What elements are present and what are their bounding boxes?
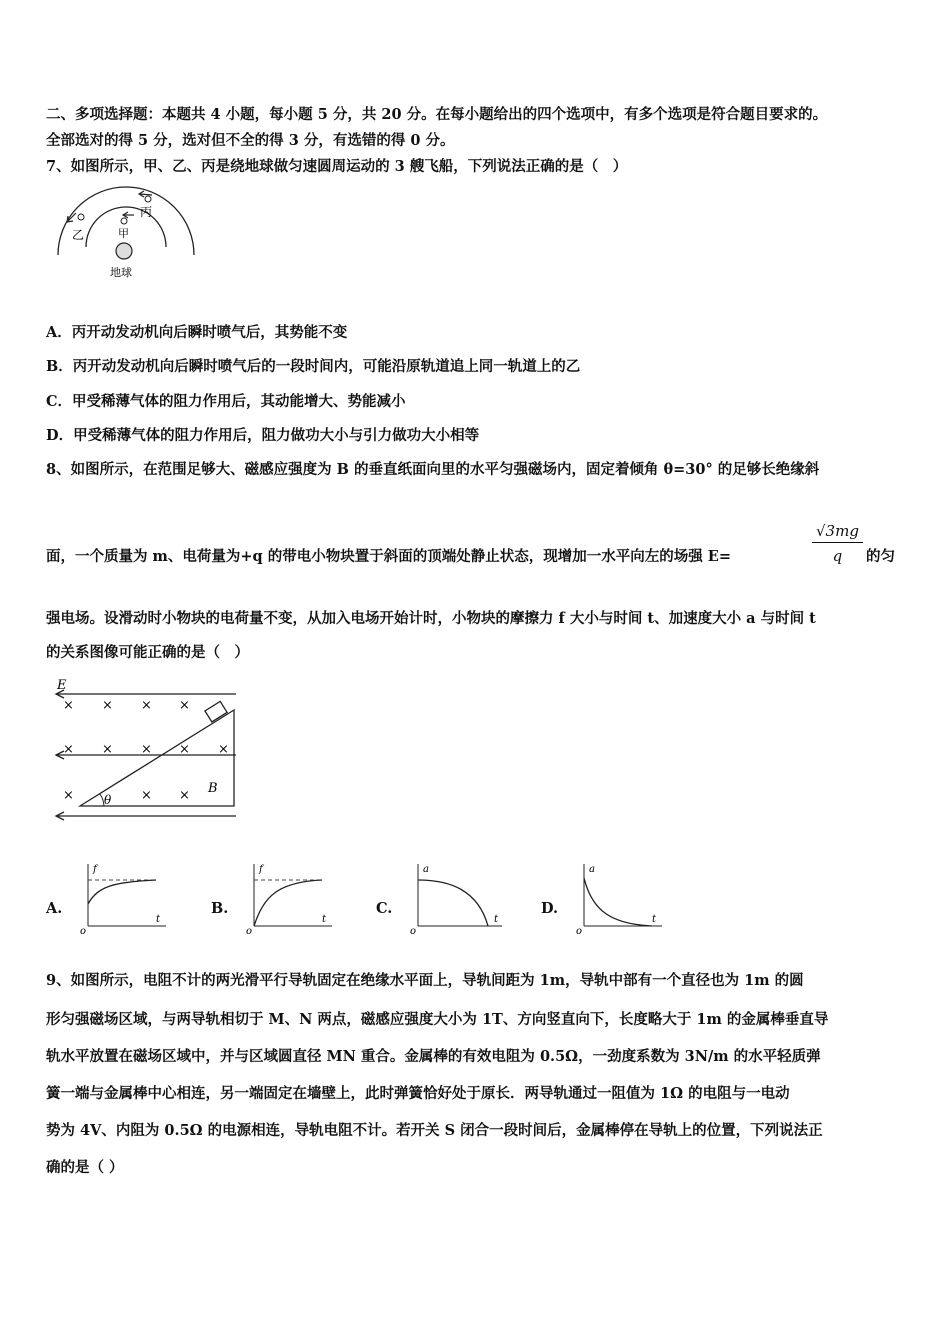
q8-line-4: 的关系图像可能正确的是（ ） <box>46 644 249 661</box>
origin-label: o <box>576 926 583 936</box>
origin-label: o <box>410 926 417 936</box>
curve <box>418 880 488 926</box>
q8-line-2-pre: 面，一个质量为 m、电荷量为+q 的带电小物块置于斜面的顶端处静止状态，现增加一水平向左的场强 E= <box>46 548 731 565</box>
cross: × <box>102 742 113 757</box>
q9-line-5: 势为 4V、内阻为 0.5Ω 的电源相连，导轨电阻不计。若开关 S 闭合一段时间后，金属棒停在导轨上的位置，下列说法正 <box>46 1122 823 1139</box>
cross: × <box>179 698 190 713</box>
curve <box>88 880 156 904</box>
q8-incline-figure <box>46 672 242 832</box>
graph-a-letter[interactable]: A. <box>46 900 63 917</box>
graph-d[interactable] <box>576 860 666 936</box>
q7-option-c[interactable]: C．甲受稀薄气体的阻力作用后，其动能增大、势能减小 <box>46 393 406 410</box>
q7-option-b[interactable]: B．丙开动发动机向后瞬时喷气后的一段时间内，可能沿原轨道追上同一轨道上的乙 <box>46 358 581 375</box>
q9-line-4: 簧一端与金属棒中心相连，另一端固定在墙壁上，此时弹簧恰好处于原长．两导轨通过一阻值为 1Ω 的电阻与一电动 <box>46 1085 790 1102</box>
label-jia: 甲 <box>118 227 129 240</box>
q9-line-2: 形匀强磁场区域，与两导轨相切于 M、N 两点，磁感应强度大小为 1T、方向竖直向下，长度略大于 1m 的金属棒垂直导 <box>46 1011 829 1028</box>
satellite-jia <box>121 218 127 224</box>
y-label: f <box>93 864 97 875</box>
x-label: t <box>322 914 327 925</box>
q8-line-2-post: 的匀 <box>866 548 895 565</box>
block <box>205 701 227 722</box>
q8-line-2 <box>46 545 731 566</box>
cross: × <box>63 742 74 757</box>
satellite-yi <box>78 214 84 220</box>
graph-a[interactable] <box>80 860 170 936</box>
satellite-bing <box>145 196 151 202</box>
graph-c-letter[interactable]: C. <box>376 900 393 917</box>
q8-line-3: 强电场。设滑动时小物块的电荷量不变，从加入电场开始计时，小物块的摩擦力 f 大小与时间 t、加速度大小 a 与时间 t <box>46 610 816 627</box>
cross: × <box>63 698 74 713</box>
cross: × <box>218 742 229 757</box>
field-strength-fraction <box>812 522 863 565</box>
graph-c[interactable] <box>410 860 506 936</box>
cross: × <box>179 742 190 757</box>
graph-d-letter[interactable]: D. <box>541 900 559 917</box>
label-earth: 地球 <box>110 266 132 279</box>
q9-line-1: 9、如图所示，电阻不计的两光滑平行导轨固定在绝缘水平面上，导轨间距为 1m，导轨中部有一个直径也为 1m 的圆 <box>46 972 804 989</box>
label-B: B <box>208 781 218 796</box>
section-line-2: 全部选对的得 5 分，选对但不全的得 3 分，有选错的得 0 分。 <box>46 132 455 149</box>
q8-line-1: 8、如图所示，在范围足够大、磁感应强度为 B 的垂直纸面向里的水平匀强磁场内，固定着倾角 θ=30° 的足够长绝缘斜 <box>46 461 820 478</box>
y-label: a <box>423 864 429 875</box>
y-label: a <box>589 864 595 875</box>
graph-b-letter[interactable]: B. <box>211 900 229 917</box>
magnetic-field-crosses <box>63 698 229 803</box>
section-line-1: 二、多项选择题：本题共 4 小题，每小题 5 分，共 20 分。在每小题给出的四个选项中，有多个选项是符合题目要求的。 <box>46 106 828 123</box>
x-label: t <box>494 914 499 925</box>
curve <box>584 878 652 926</box>
x-label: t <box>156 914 161 925</box>
label-bing: 丙 <box>140 205 153 219</box>
y-label: f <box>259 864 263 875</box>
cross: × <box>102 698 113 713</box>
origin-label: o <box>80 926 87 936</box>
q7-option-a[interactable]: A．丙开动发动机向后瞬时喷气后，其势能不变 <box>46 324 348 341</box>
graph-b[interactable] <box>246 860 336 936</box>
cross: × <box>141 742 152 757</box>
cross: × <box>179 788 190 803</box>
earth <box>116 243 132 259</box>
label-yi: 乙 <box>72 228 85 242</box>
q9-line-3: 轨水平放置在磁场区域中，并与区域圆直径 MN 重合。金属棒的有效电阻为 0.5Ω，一劲度系数为 3N/m 的水平轻质弹 <box>46 1048 821 1065</box>
fraction-numerator: √3mg <box>812 522 863 543</box>
curve <box>254 880 322 926</box>
cross: × <box>141 698 152 713</box>
q7-stem: 7、如图所示，甲、乙、丙是绕地球做匀速圆周运动的 3 艘飞船，下列说法正确的是（ ） <box>46 158 628 175</box>
fraction-denominator: q <box>832 547 843 565</box>
q7-orbit-figure <box>48 185 208 285</box>
cross: × <box>63 788 74 803</box>
cross: × <box>141 788 152 803</box>
bing-arrow <box>140 194 152 195</box>
q7-option-d[interactable]: D．甲受稀薄气体的阻力作用后，阻力做功大小与引力做功大小相等 <box>46 427 480 444</box>
q9-line-6: 确的是（ ） <box>46 1159 124 1176</box>
label-theta: θ <box>104 793 112 807</box>
label-E: E <box>57 678 67 693</box>
x-label: t <box>652 914 657 925</box>
origin-label: o <box>246 926 253 936</box>
